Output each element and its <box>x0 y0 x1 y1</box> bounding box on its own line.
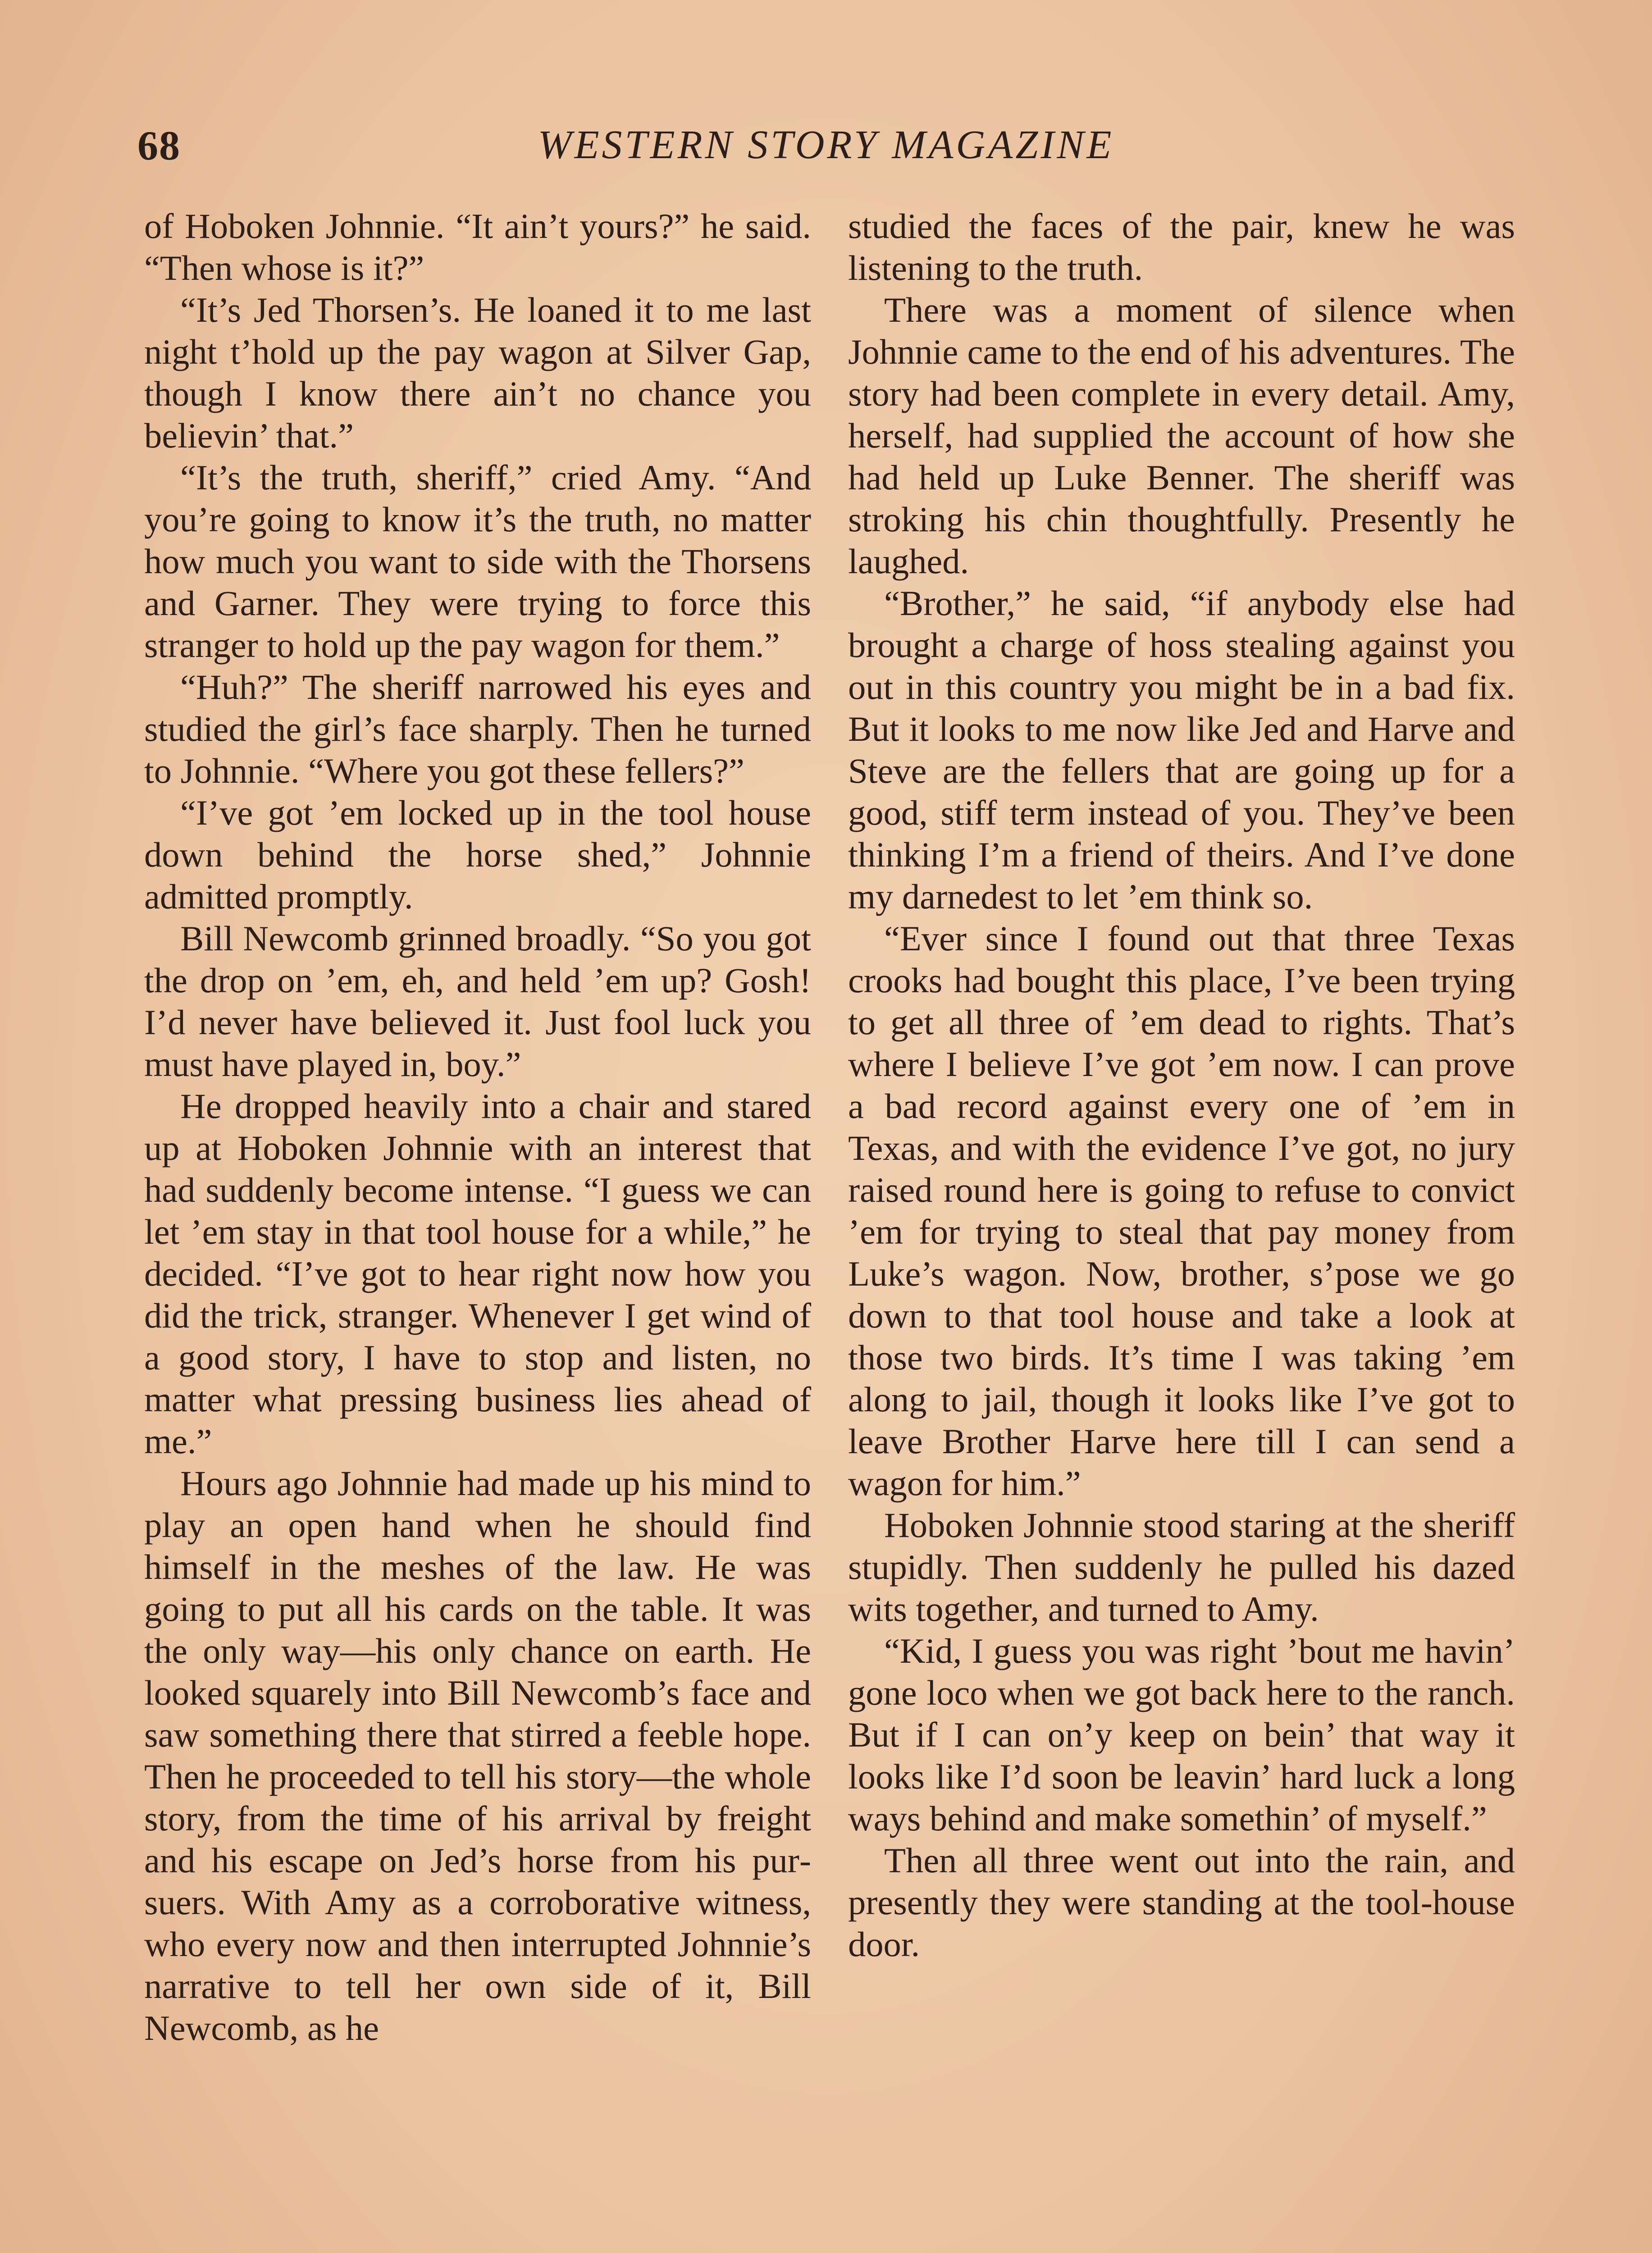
magazine-title: WESTERN STORY MAGAZINE <box>538 123 1114 167</box>
left-column <box>144 205 811 2049</box>
paragraph: “Ever since I found out that three Texas crooks had bought this place, I’ve been trying to get all three of ’em dead to rights. That’s where I believe I’ve got ’em now. I can prove a bad record against every one of ’em in Texas, and with the evidence I’ve got, no jury raised round here is going to refuse to convict ’em for trying to steal that pay money from Luke’s wagon. Now, brother, s’pose we go down to that tool house and take a look at those two birds. It’s time I was taking ’em along to jail, though it looks like I’ve got to leave Brother Harve here till I can send a wagon for him.” <box>848 919 1515 1503</box>
paragraph: “It’s Jed Thorsen’s. He loaned it to me last night t’hold up the pay wagon at Silver Gap, though I know there ain’t no chance you believin’ that.” <box>144 290 811 455</box>
page-header <box>0 122 1652 180</box>
paragraph: He dropped heavily into a chair and stared up at Hoboken Johnnie with an interest that had suddenly become intense. “I guess we can let ’em stay in that tool house for a while,” he decided. “I’ve got to hear right now how you did the trick, stranger. Whenever I get wind of a good story, I have to stop and listen, no matter what pressing business lies ahead of me.” <box>144 1086 811 1461</box>
paragraph: Hoboken Johnnie stood staring at the sheriff stupidly. Then suddenly he pulled his dazed wits together, and turned to Amy. <box>848 1505 1515 1628</box>
paragraph: studied the faces of the pair, knew he was listening to the truth. <box>848 206 1515 287</box>
paragraph: “I’ve got ’em locked up in the tool house down behind the horse shed,” Johnnie admitted promptly. <box>144 793 811 916</box>
paragraph: Then all three went out into the rain, and presently they were standing at the tool-house door. <box>848 1841 1515 1964</box>
page-number: 68 <box>137 123 181 169</box>
paragraph: of Hoboken Johnnie. “It ain’t yours?” he said. “Then whose is it?” <box>144 206 811 287</box>
paragraph: Bill Newcomb grinned broadly. “So you got the drop on ’em, eh, and held ’em up? Gosh! I’d never have believed it. Just fool luck you must have played in, boy.” <box>144 919 811 1084</box>
paragraph: There was a moment of silence when Johnnie came to the end of his adventures. The story had been complete in every detail. Amy, herself, had supplied the account of how she had held up Luke Benner. The sheriff was stroking his chin thoughtfully. Presently he laughed. <box>848 290 1515 581</box>
paragraph: “Brother,” he said, “if anybody else had brought a charge of hoss stealing against you out in this country you might be in a bad fix. But it looks to me now like Jed and Harve and Steve are the fellers that are going up for a good, stiff term instead of you. They’ve been thinking I’m a friend of theirs. And I’ve done my darnedest to let ’em think so. <box>848 584 1515 916</box>
paragraph: “It’s the truth, sheriff,” cried Amy. “And you’re going to know it’s the truth, no matter how much you want to side with the Thorsens and Garner. They were trying to force this stranger to hold up the pay wagon for them.” <box>144 458 811 665</box>
paragraph: “Huh?” The sheriff narrowed his eyes and studied the girl’s face sharply. Then he turned to Johnnie. “Where you got these fellers?” <box>144 667 811 790</box>
right-column <box>848 205 1515 1965</box>
paragraph: “Kid, I guess you was right ’bout me havin’ gone loco when we got back here to the ranch. But if I can on’y keep on bein’ that way it looks like I’d soon be leavin’ hard luck a long ways behind and make somethin’ of myself.” <box>848 1631 1515 1838</box>
paragraph: Hours ago Johnnie had made up his mind to play an open hand when he should find himself in the meshes of the law. He was going to put all his cards on the table. It was the only way—his only chance on earth. He looked squarely into Bill Newcomb’s face and saw something there that stirred a feeble hope. Then he proceeded to tell his story—the whole story, from the time of his arrival by freight and his escape on Jed’s horse from his pursuers. With Amy as a corroborative witness, who every now and then interrupted Johnnie’s narrative to tell her own side of it, Bill Newcomb, as he <box>144 1464 811 2048</box>
